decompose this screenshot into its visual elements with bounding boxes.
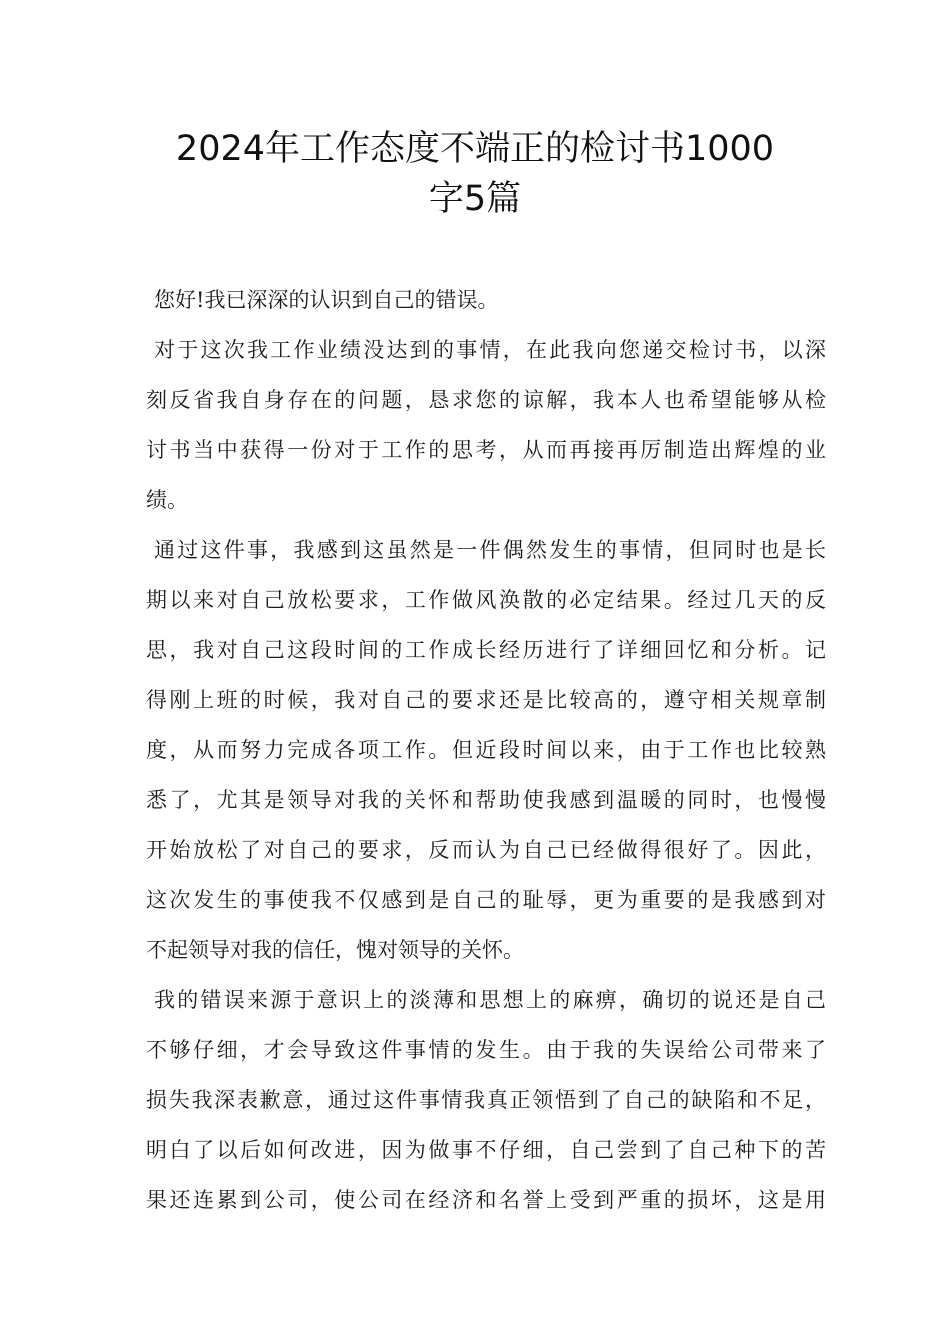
text-line: 开始放松了对自己的要求，反而认为自己已经做得很好了。因此，	[146, 838, 826, 862]
text-line: 对于这次我工作业绩没达到的事情，在此我向您递交检讨书，以深	[154, 338, 826, 362]
document-body	[146, 275, 826, 1225]
paragraph-intro	[146, 325, 826, 525]
paragraph-greeting	[146, 275, 826, 325]
document-title	[130, 124, 820, 224]
text-line: 损失我深表歉意，通过这件事情我真正领悟到了自己的缺陷和不足，	[146, 1088, 826, 1112]
text-line: 思，我对自己这段时间的工作成长经历进行了详细回忆和分析。记	[146, 638, 826, 662]
text-line: 得刚上班的时候，我对自己的要求还是比较高的，遵守相关规章制	[146, 688, 826, 712]
text-line: 不起领导对我的信任，愧对领导的关怀。	[146, 938, 524, 962]
text-line: 刻反省我自身存在的问题，恳求您的谅解，我本人也希望能够从检	[146, 388, 826, 412]
text-line: 通过这件事，我感到这虽然是一件偶然发生的事情，但同时也是长	[154, 538, 826, 562]
text-line: 讨书当中获得一份对于工作的思考，从而再接再厉制造出辉煌的业	[146, 438, 826, 462]
text-line: 绩。	[146, 488, 188, 512]
text-line: 悉了，尤其是领导对我的关怀和帮助使我感到温暖的同时，也慢慢	[146, 788, 826, 812]
title-line-2: 字5篇	[428, 179, 522, 219]
text-line: 度，从而努力完成各项工作。但近段时间以来，由于工作也比较熟	[146, 738, 826, 762]
text-line: 果还连累到公司，使公司在经济和名誉上受到严重的损坏，这是用	[146, 1188, 826, 1212]
paragraph-cause	[146, 975, 826, 1225]
title-line-1: 2024年工作态度不端正的检讨书1000	[175, 129, 775, 169]
paragraph-reflection	[146, 525, 826, 975]
text-line: 期以来对自己放松要求，工作做风涣散的必定结果。经过几天的反	[146, 588, 826, 612]
text-line: 不够仔细，才会导致这件事情的发生。由于我的失误给公司带来了	[146, 1038, 826, 1062]
text-line: 明白了以后如何改进，因为做事不仔细，自己尝到了自己种下的苦	[146, 1138, 826, 1162]
text-line: 您好!我已深深的认识到自己的错误。	[154, 288, 499, 312]
text-line: 我的错误来源于意识上的淡薄和思想上的麻痹，确切的说还是自己	[154, 988, 826, 1012]
text-line: 这次发生的事使我不仅感到是自己的耻辱，更为重要的是我感到对	[146, 888, 826, 912]
